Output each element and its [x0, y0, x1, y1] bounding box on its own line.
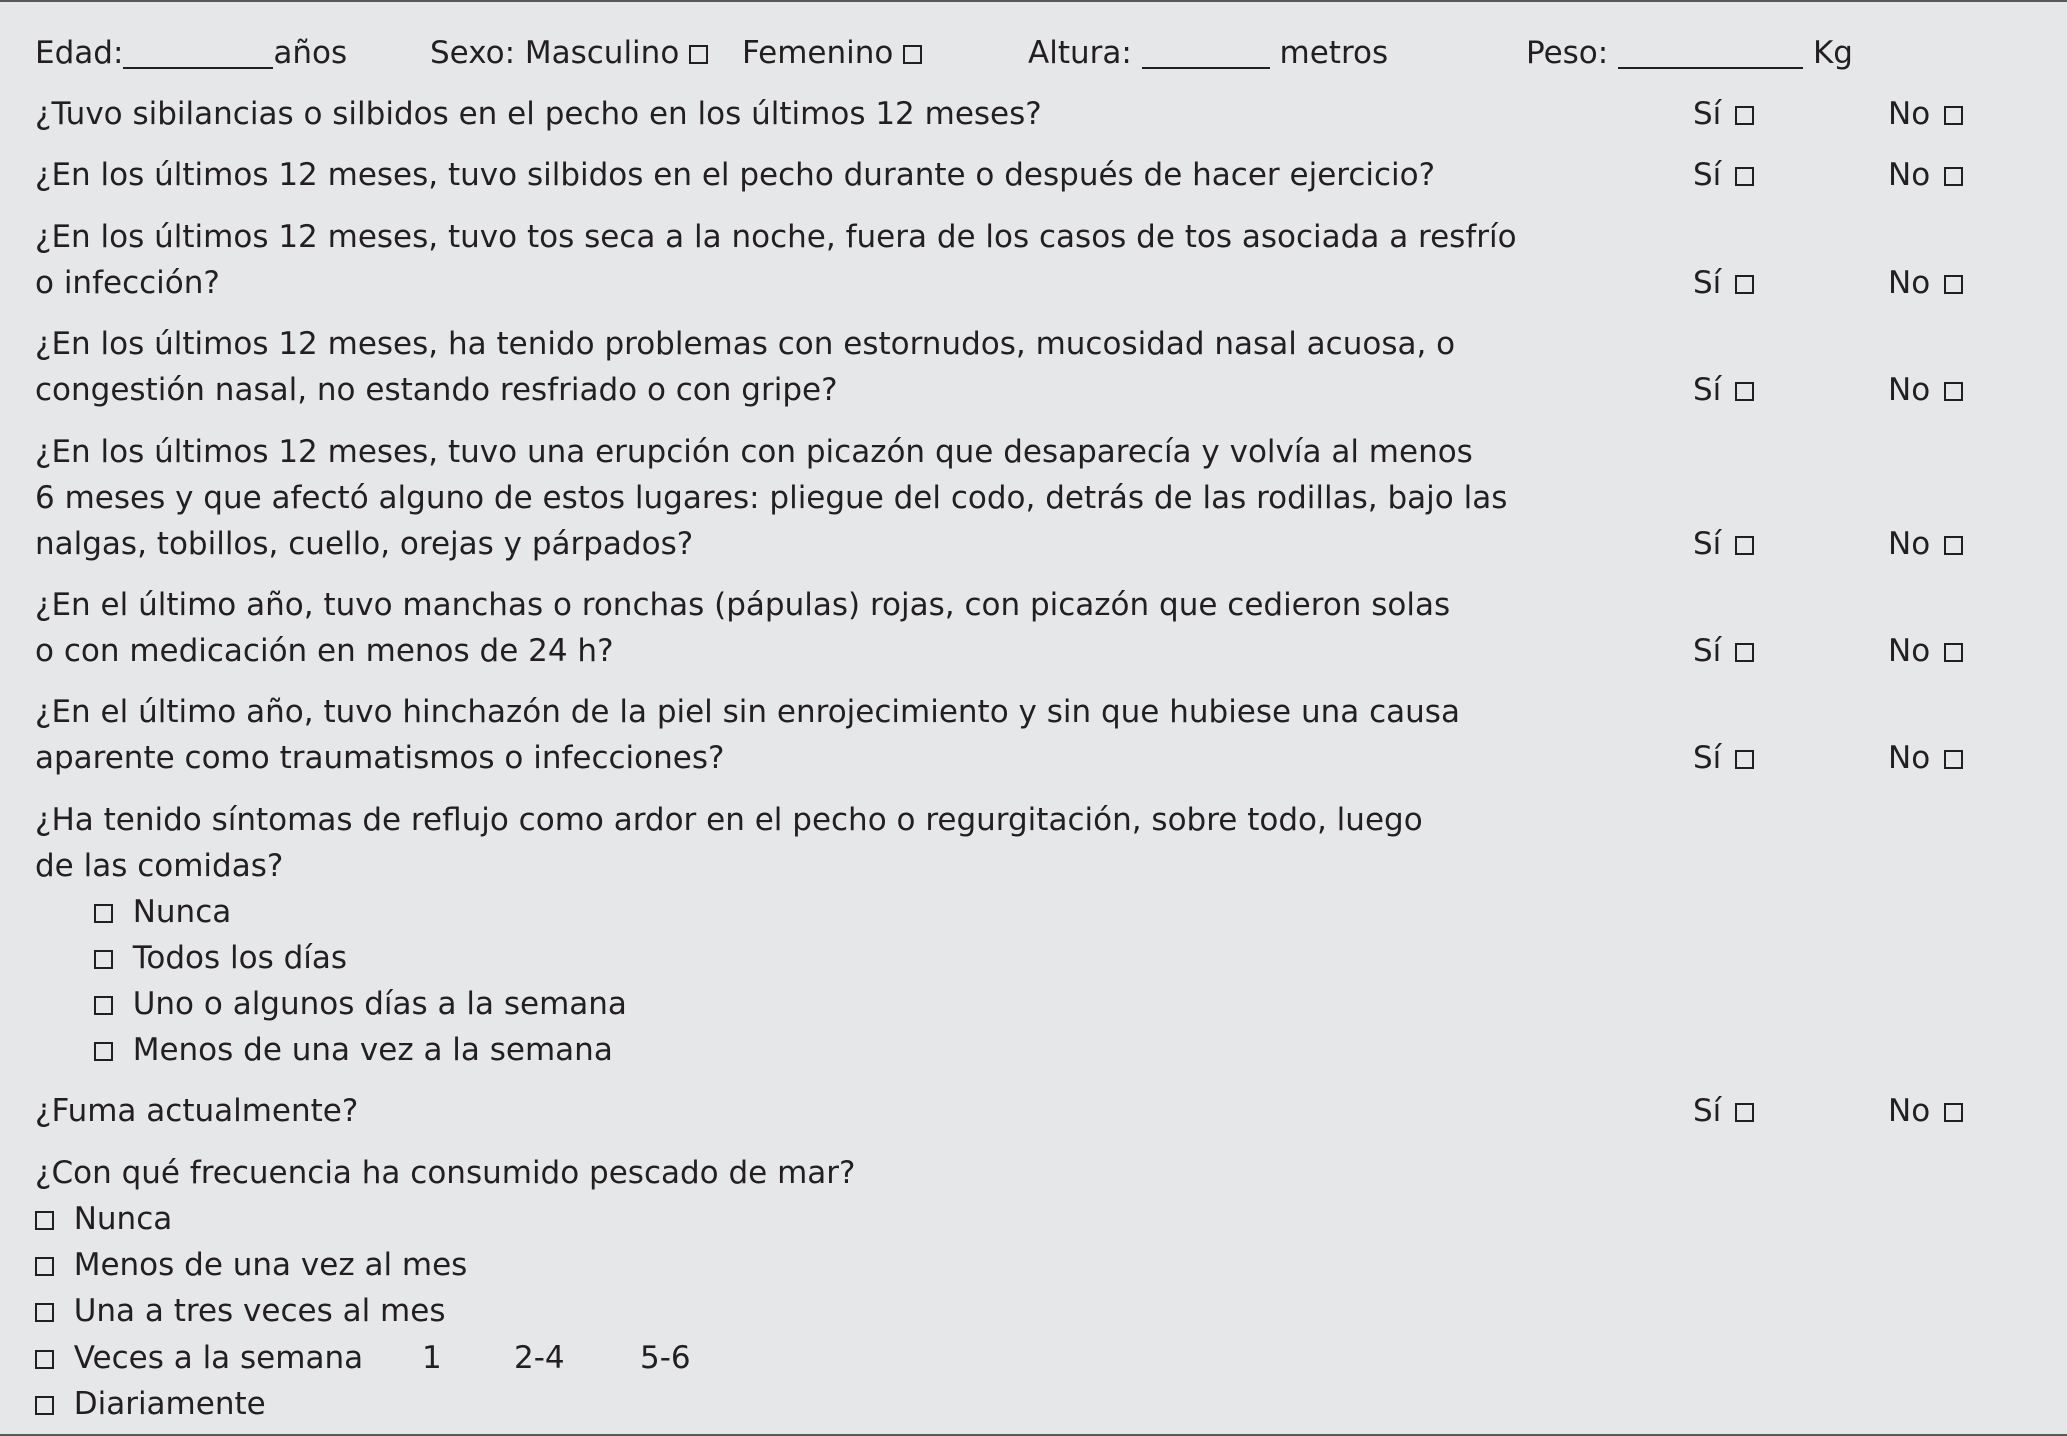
q3-yes-checkbox[interactable]: [1735, 275, 1754, 294]
q2-no-checkbox[interactable]: [1944, 167, 1963, 186]
reflux-option-1-checkbox[interactable]: [94, 904, 113, 923]
question-5-line-3: nalgas, tobillos, cuello, orejas y párpados?: [35, 526, 694, 562]
femenino-label: Femenino: [742, 35, 894, 71]
edad-field: [35, 30, 347, 76]
reflux-option-1[interactable]: Nunca: [94, 889, 231, 935]
q5-yes[interactable]: Sí: [1693, 521, 1754, 567]
q7-no-checkbox[interactable]: [1944, 750, 1963, 769]
top-rule: [0, 0, 2067, 2]
altura-label: Altura:: [1028, 35, 1132, 71]
q1-no-checkbox[interactable]: [1944, 106, 1963, 125]
reflux-option-3[interactable]: Uno o algunos días a la semana: [94, 981, 627, 1027]
q3-no[interactable]: No: [1888, 260, 1963, 306]
week-count-1[interactable]: 1: [422, 1340, 442, 1376]
q1-yes-checkbox[interactable]: [1735, 106, 1754, 125]
fish-option-4-checkbox[interactable]: [35, 1350, 54, 1369]
edad-unit: años: [273, 35, 348, 71]
q3-no-checkbox[interactable]: [1944, 275, 1963, 294]
q6-no[interactable]: No: [1888, 628, 1963, 674]
smoke-yes[interactable]: Sí: [1693, 1088, 1754, 1134]
altura-input-line[interactable]: [1142, 37, 1270, 69]
q4-no[interactable]: No: [1888, 367, 1963, 413]
smoke-no[interactable]: No: [1888, 1088, 1963, 1134]
q5-no-checkbox[interactable]: [1944, 536, 1963, 555]
q2-yes-checkbox[interactable]: [1735, 167, 1754, 186]
masculino-checkbox[interactable]: [689, 45, 708, 64]
smoke-no-checkbox[interactable]: [1944, 1103, 1963, 1122]
reflux-option-4[interactable]: Menos de una vez a la semana: [94, 1027, 613, 1073]
fish-option-1-checkbox[interactable]: [35, 1211, 54, 1230]
reflux-option-2-checkbox[interactable]: [94, 950, 113, 969]
peso-input-line[interactable]: [1618, 37, 1803, 69]
sexo-field: [430, 30, 708, 76]
q4-no-checkbox[interactable]: [1944, 382, 1963, 401]
reflux-question-line-2: de las comidas?: [35, 848, 284, 884]
femenino-field: [742, 30, 922, 76]
q1-yes[interactable]: Sí: [1693, 91, 1754, 137]
fish-question: ¿Con qué frecuencia ha consumido pescado de mar?: [35, 1155, 856, 1191]
week-count-2[interactable]: 2-4: [514, 1340, 565, 1376]
question-2-text: ¿En los últimos 12 meses, tuvo silbidos en el pecho durante o después de hacer ejercicio?: [35, 157, 1436, 193]
question-3-line-1: ¿En los últimos 12 meses, tuvo tos seca a la noche, fuera de los casos de tos asociada a resfrío: [35, 219, 1517, 255]
fish-option-3[interactable]: Una a tres veces al mes: [35, 1288, 445, 1334]
q7-yes-checkbox[interactable]: [1735, 750, 1754, 769]
question-5-line-1: ¿En los últimos 12 meses, tuvo una erupción con picazón que desaparecía y volvía al menos: [35, 434, 1473, 470]
question-6-line-2: o con medicación en menos de 24 h?: [35, 633, 614, 669]
q6-yes[interactable]: Sí: [1693, 628, 1754, 674]
q5-yes-checkbox[interactable]: [1735, 536, 1754, 555]
question-7-line-2: aparente como traumatismos o infecciones?: [35, 740, 725, 776]
peso-unit: Kg: [1812, 35, 1853, 71]
question-4-line-1: ¿En los últimos 12 meses, ha tenido problemas con estornudos, mucosidad nasal acuosa, o: [35, 326, 1456, 362]
fish-option-5[interactable]: Diariamente: [35, 1381, 266, 1427]
femenino-checkbox[interactable]: [903, 45, 922, 64]
q6-yes-checkbox[interactable]: [1735, 643, 1754, 662]
question-4-line-2: congestión nasal, no estando resfriado o con gripe?: [35, 372, 838, 408]
week-count-3[interactable]: 5-6: [640, 1340, 691, 1376]
fish-option-2-checkbox[interactable]: [35, 1257, 54, 1276]
smoke-yes-checkbox[interactable]: [1735, 1103, 1754, 1122]
q7-yes[interactable]: Sí: [1693, 735, 1754, 781]
reflux-option-3-checkbox[interactable]: [94, 996, 113, 1015]
peso-field: [1526, 30, 1853, 76]
question-7-line-1: ¿En el último año, tuvo hinchazón de la piel sin enrojecimiento y sin que hubiese una causa: [35, 694, 1460, 730]
fish-option-4[interactable]: Veces a la semana: [35, 1335, 363, 1381]
question-6-line-1: ¿En el último año, tuvo manchas o ronchas (pápulas) rojas, con picazón que cedieron solas: [35, 587, 1451, 623]
sexo-masculino-label: Sexo: Masculino: [430, 35, 680, 71]
reflux-option-4-checkbox[interactable]: [94, 1042, 113, 1061]
smoke-question: ¿Fuma actualmente?: [35, 1093, 359, 1129]
fish-option-1[interactable]: Nunca: [35, 1196, 172, 1242]
altura-field: [1028, 30, 1388, 76]
question-3-line-2: o infección?: [35, 265, 220, 301]
fish-option-5-checkbox[interactable]: [35, 1396, 54, 1415]
question-1-text: ¿Tuvo sibilancias o silbidos en el pecho en los últimos 12 meses?: [35, 96, 1042, 132]
q2-no[interactable]: No: [1888, 152, 1963, 198]
q4-yes[interactable]: Sí: [1693, 367, 1754, 413]
q3-yes[interactable]: Sí: [1693, 260, 1754, 306]
q5-no[interactable]: No: [1888, 521, 1963, 567]
q7-no[interactable]: No: [1888, 735, 1963, 781]
fish-option-3-checkbox[interactable]: [35, 1303, 54, 1322]
peso-label: Peso:: [1526, 35, 1609, 71]
q4-yes-checkbox[interactable]: [1735, 382, 1754, 401]
q2-yes[interactable]: Sí: [1693, 152, 1754, 198]
reflux-question-line-1: ¿Ha tenido síntomas de reflujo como ardor en el pecho o regurgitación, sobre todo, luego: [35, 802, 1423, 838]
altura-unit: metros: [1279, 35, 1389, 71]
question-5-line-2: 6 meses y que afectó alguno de estos lugares: pliegue del codo, detrás de las rodillas, bajo las: [35, 480, 1508, 516]
q6-no-checkbox[interactable]: [1944, 643, 1963, 662]
edad-input-line[interactable]: [123, 37, 273, 69]
reflux-option-2[interactable]: Todos los días: [94, 935, 347, 981]
edad-label: Edad:: [35, 35, 124, 71]
fish-option-2[interactable]: Menos de una vez al mes: [35, 1242, 467, 1288]
q1-no[interactable]: No: [1888, 91, 1963, 137]
